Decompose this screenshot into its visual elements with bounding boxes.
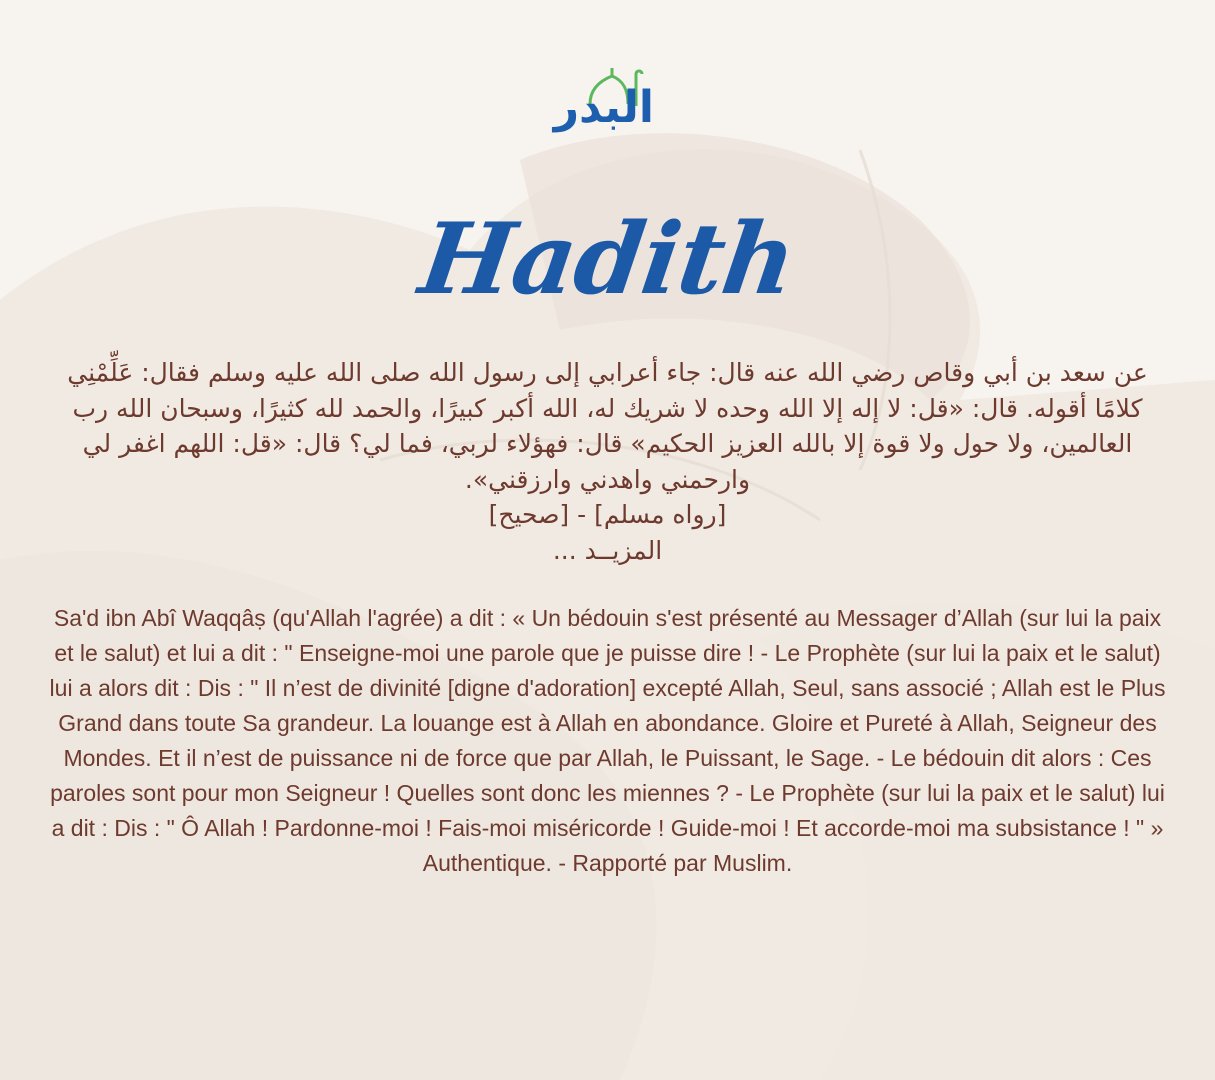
albadr-logo bbox=[553, 66, 654, 152]
page-title: Hadith bbox=[413, 202, 802, 317]
arabic-hadith-text: عن سعد بن أبي وقاص رضي الله عنه قال: جاء أعرابي إلى رسول الله صلى الله عليه وسلم فقال: عَلِّمْنِي كلامًا أقوله. قال: «قل: لا إله إلا الله وحده لا شريك له، الله أكبر كبيرًا، والحمد لله كثيرًا، وسبحان الله رب العالمين، ولا حول ولا قوة إلا بالله العزيز الحكيم» قال: فهؤلاء لربي، فما لي؟ قال: «قل: اللهم اغفر لي وارحمني واهدني وارزقني». bbox=[67, 358, 1148, 494]
arabic-source: [رواه مسلم] - [صحيح] bbox=[488, 500, 727, 529]
logo-text: البدر bbox=[553, 82, 654, 133]
more-link[interactable]: المزيــد ... bbox=[552, 535, 663, 565]
arabic-hadith-block bbox=[55, 355, 1160, 568]
french-hadith-text: Sa'd ibn Abî Waqqâṣ (qu'Allah l'agrée) a dit : « Un bédouin s'est présenté au Messager d’Allah (sur lui la paix et le salut) et lui a dit : " Enseigne-moi une parole que je puisse dire ! - Le Prophète (sur lui la paix et le salut) lui a alors dit : Dis : " Il n’est de divinité [digne d'adoration] excepté Allah, Seul, sans associé ; Allah est le Plus Grand dans toute Sa grandeur. La louange est à Allah en abondance. Gloire et Pureté à Allah, Seigneur des Mondes. Et il n’est de puissance ni de force que par Allah, le Puissant, le Sage. - Le bédouin dit alors : Ces paroles sont pour mon Seigneur ! Quelles sont donc les miennes ? - Le Prophète (sur lui la paix et le salut) lui a dit : Dis : " Ô Allah ! Pardonne-moi ! Fais-moi miséricorde ! Guide-moi ! Et accorde-moi ma subsistance ! " » Authentique. - Rapporté par Muslim. bbox=[49, 605, 1166, 876]
french-translation-block bbox=[45, 601, 1170, 881]
